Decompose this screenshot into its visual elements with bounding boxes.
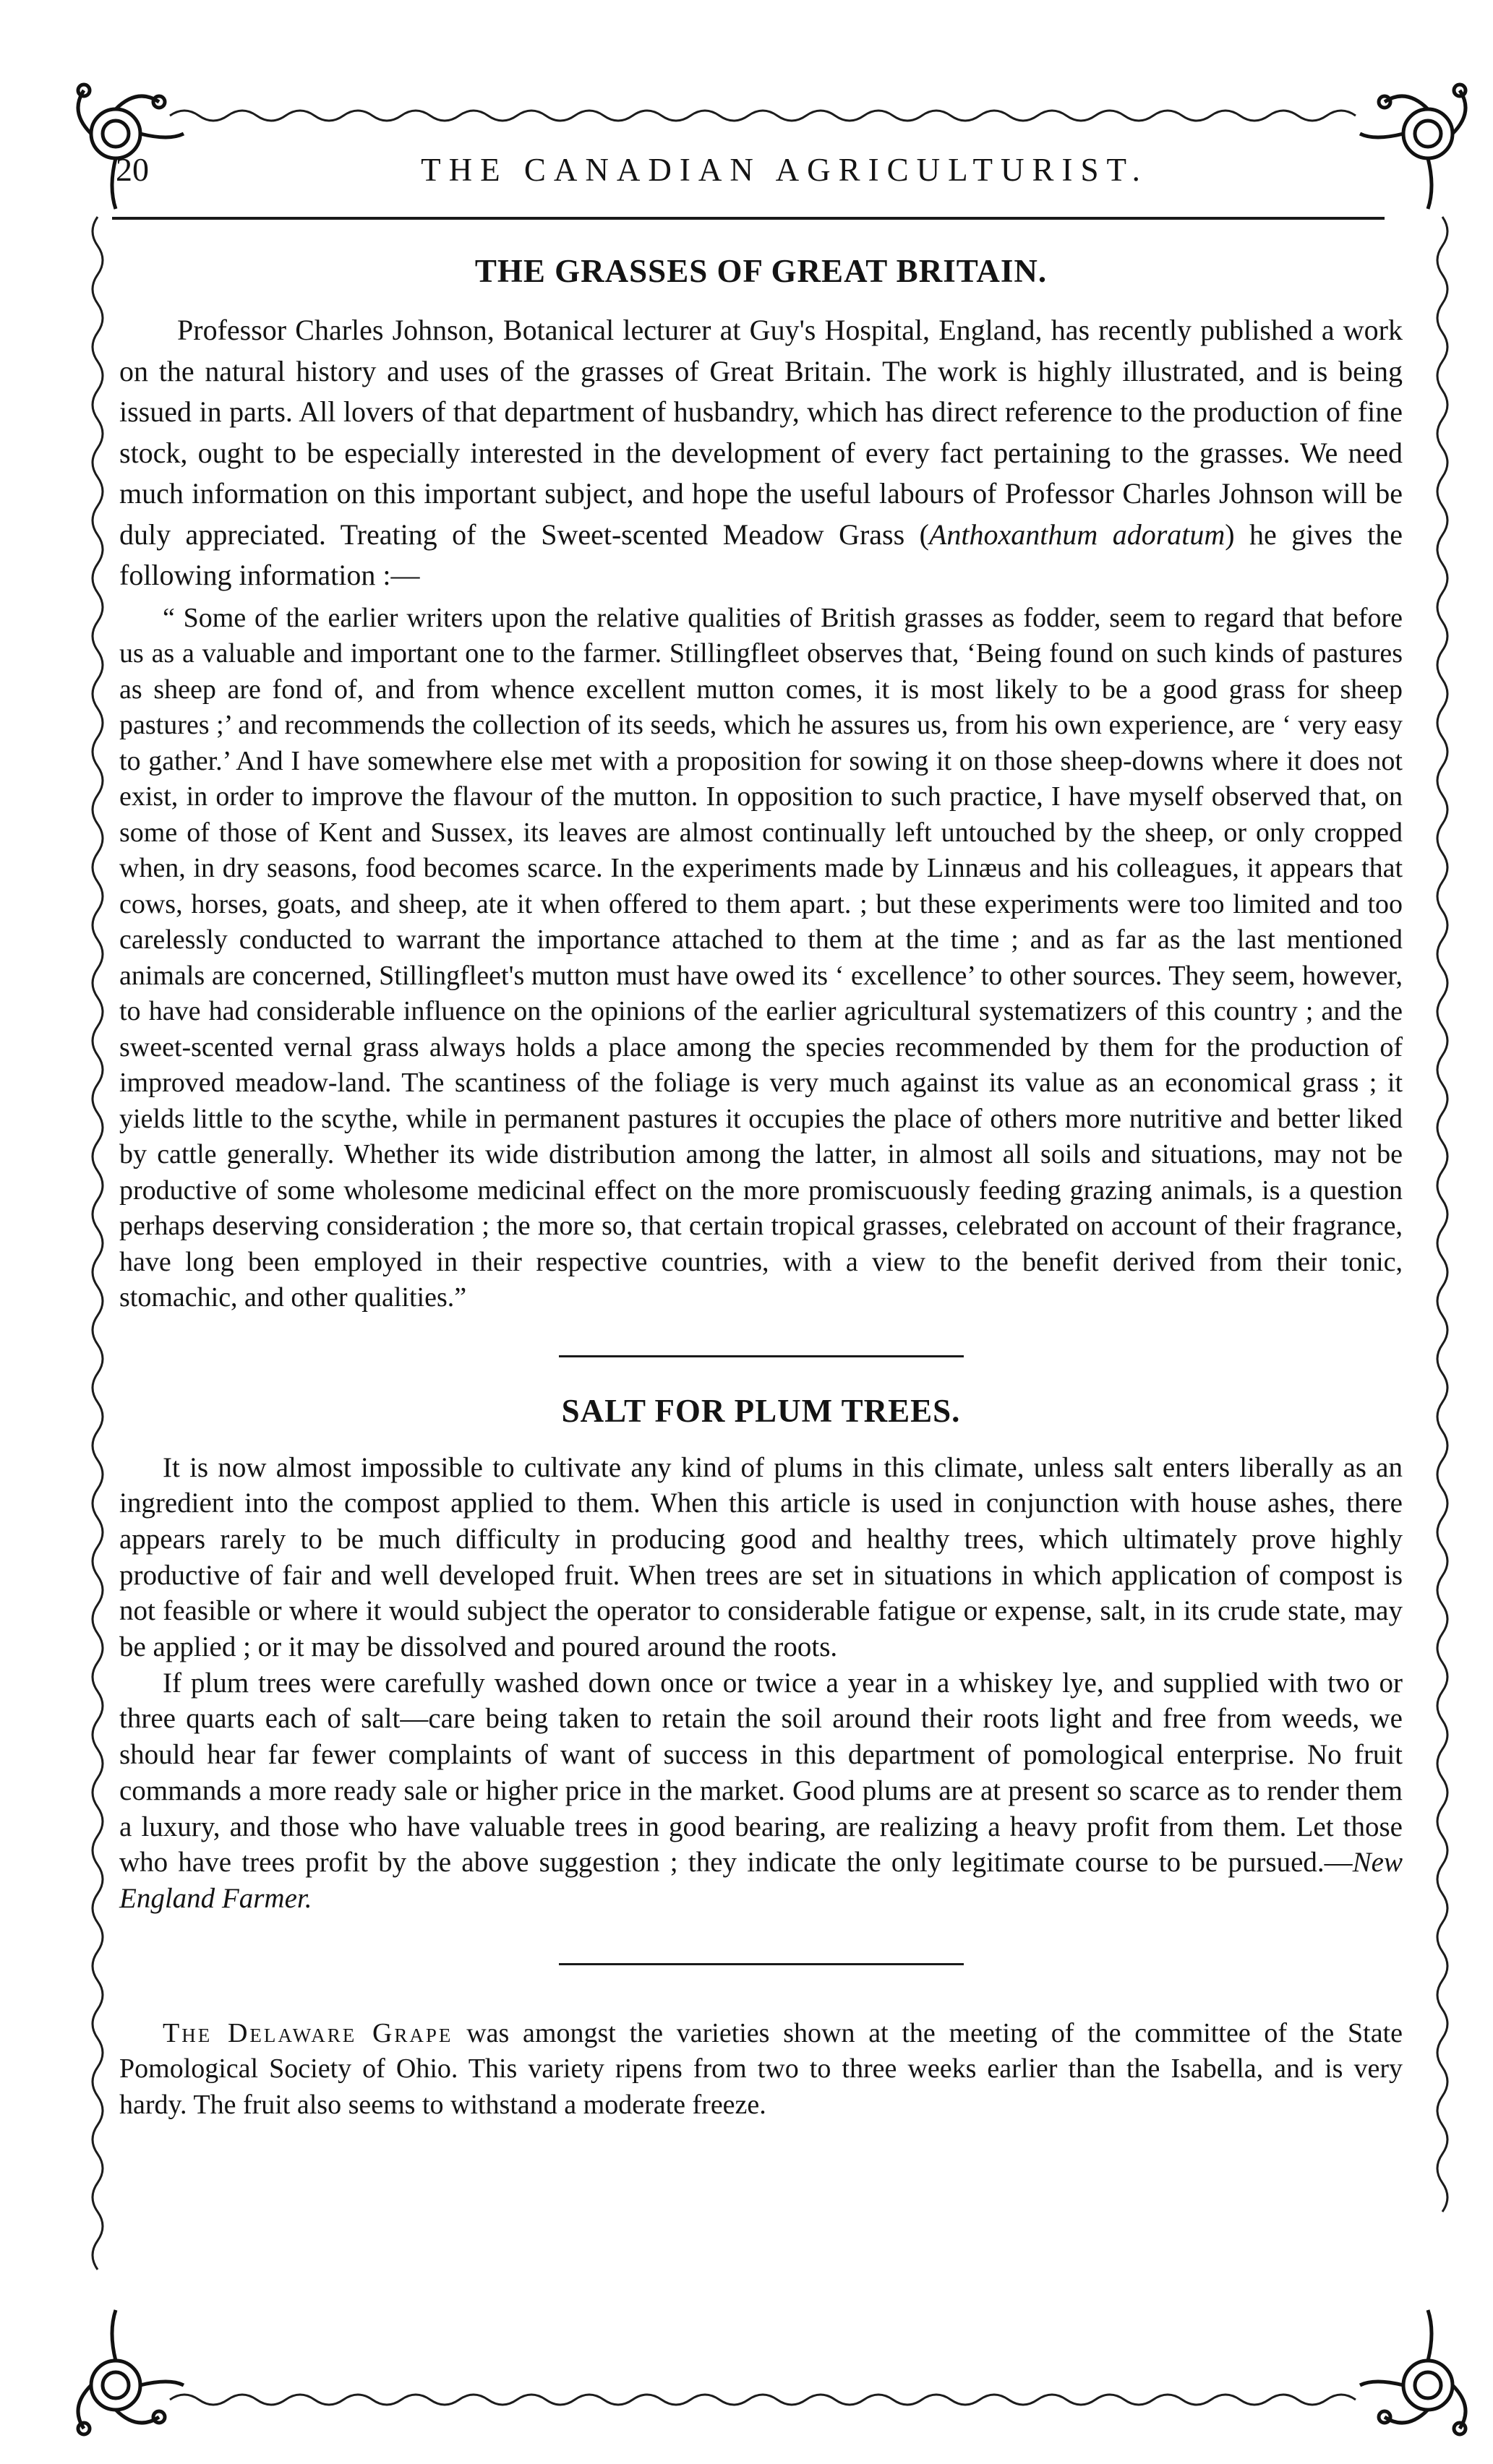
salt-paragraph-2 [119,1665,1403,1917]
delaware-grape-lead: The Delaware Grape [163,2017,453,2048]
source-citation: New England Farmer. [119,1847,1403,1914]
page-number: 20 [116,151,149,188]
salt-paragraph-2-text: If plum trees were carefully washed down once or twice a year in a whiskey lye, and supplied with two or three quarts each of salt—care being taken to retain the soil around their roots light and free from weeds, we should hear far fewer complaints of want of success in this department of pomological enterprise. No fruit commands a more ready sale or higher price in the market. Good plums are at present so scarce as to render them a luxury, and those who have valuable trees in good bearing, are realizing a heavy profit from them. Let those who have trees profit by the above suggestion ; they indicate the only legitimate course to be pursued.— [119,1667,1403,1879]
page-content [119,249,1403,2123]
quoted-passage: “ Some of the earlier writers upon the relative qualities of British grasses as fodder, seem to regard that before us as a valuable and important one to the farmer. Stillingfleet observes that, ‘Being found on such kinds of pastures as sheep are fond of, and from whence excellent mutton comes, it is most likely to be a good grass for sheep pastures ;’ and recommends the collection of its seeds, which he assures us, from his own experience, are ‘ very easy to gather.’ And I have somewhere else met with a proposition for sowing it on those sheep-downs where it does not exist, in order to improve the flavour of the mutton. In opposition to such practice, I have myself observed that, on some of those of Kent and Sussex, its leaves are almost continually left untouched by the sheep, or only cropped when, in dry seasons, food becomes scarce. In the experiments made by Linnæus and his colleagues, it appears that cows, horses, goats, and sheep, ate it when offered to them apart. ; but these experiments were too limited and too carelessly conducted to warrant the importance attached to them at the time ; and as far as the last mentioned animals are concerned, Stillingfleet's mutton must have owed its ‘ excellence’ to other sources. They seem, however, to have had considerable influence on the opinions of the earlier agricultural systematizers of this country ; and the sweet-scented vernal grass always holds a place among the species recommended by them for the production of improved meadow-land. The scantiness of the foliage is very much against its value as an economical grass ; it yields little to the scythe, while in permanent pastures it occupies the place of others more nutritive and better liked by cattle generally. Whether its wide distribution among the latter, in almost all soils and situations, may not be productive of some wholesome medicinal effect on the more promiscuously feeding grazing animals, is a question perhaps deserving consideration ; the more so, that certain tropical grasses, celebrated on account of their fragrance, have long been employed in their respective countries, with a view to the benefit derived from their tonic, stomachic, and other qualities.” [119,602,1403,1313]
article-title-grasses: THE GRASSES OF GREAT BRITAIN. [474,253,1048,289]
article-intro-paragraph [119,310,1403,596]
article-grasses [119,249,1403,1316]
delaware-grape-text: was amongst the varieties shown at the meeting of the committee of the State Pomological Society of Ohio. This variety ripens from two to three weeks earlier than the Isabella, and is very hardy. The fruit also seems to withstand a moderate freeze. [119,2017,1403,2120]
article-delaware-grape [119,2016,1403,2124]
running-head: THE CANADIAN AGRICULTURIST. [421,152,1148,188]
salt-paragraph-1: It is now almost impossible to cultivate any kind of plums in this climate, unless salt enters liberally as an ingredient into the compost applied to them. When this article is used in conjunction with house ashes, there appears rarely to be much difficulty in producing good and healthy trees, which ultimately prove highly productive of fair and well developed fruit. When trees are set in situations in which application of compost is not feasible or where it would subject the operator to considerable fatigue or expense, salt, in its crude state, may be applied ; or it may be dissolved and poured around the roots. [119,1451,1403,1663]
delaware-grape-paragraph [119,2016,1403,2124]
intro-text: Professor Charles Johnson, Botanical lecturer at Guy's Hospital, England, has recently published a work on the natural history and uses of the grasses of Great Britain. The work is highly illustrated, and is being issued in parts. All lovers of that department of husbandry, which has direct reference to the production of fine stock, ought to be especially interested in the development of every fact pertaining to the grasses. We need much information on this important subject, and hope the useful labours of Professor Charles Johnson will be duly appreciated. Treating of the Sweet-scented Meadow Grass ( [119,314,1403,551]
latin-name: Anthoxanthum adoratum [928,518,1225,551]
article-title-salt: SALT FOR PLUM TREES. [561,1392,961,1429]
intro-tail: ) he gives the following information :— [119,518,1403,591]
header-rule [112,217,1385,220]
section-divider [559,1963,964,1965]
article-salt [119,1389,1403,1917]
section-divider [559,1355,964,1357]
